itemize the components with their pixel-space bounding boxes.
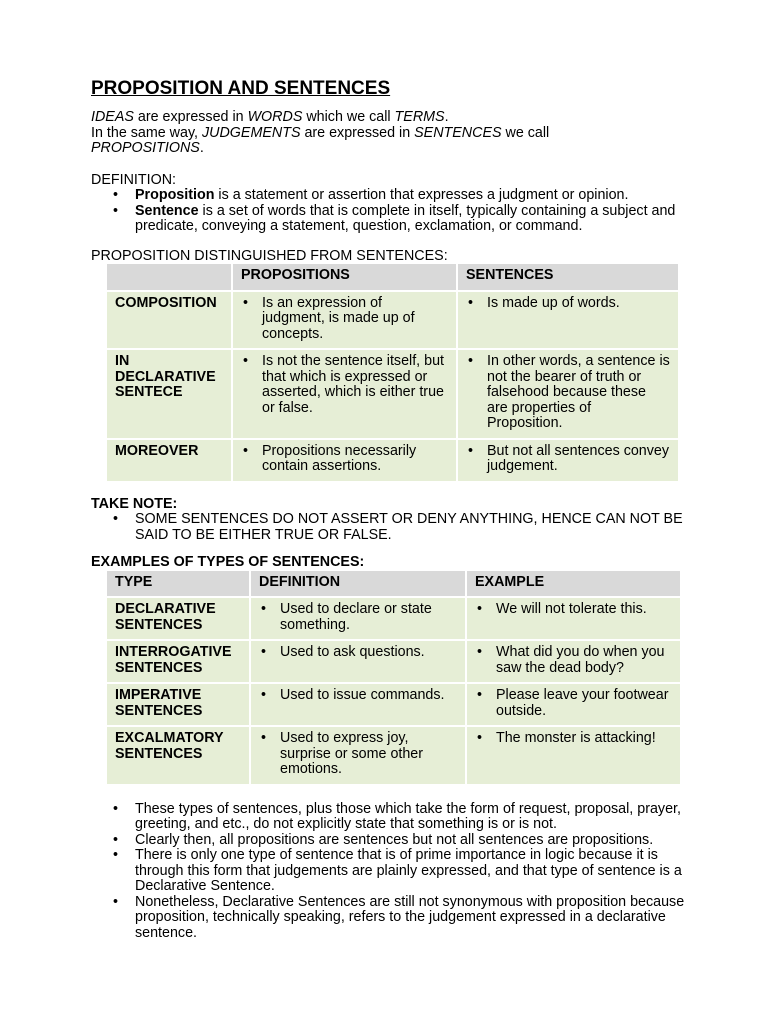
table-cell [467, 641, 682, 684]
list-item [91, 833, 691, 849]
table-cell [233, 292, 458, 351]
definition-heading: DEFINITION: [91, 171, 176, 188]
table-cell [458, 440, 680, 483]
table-cell [251, 641, 467, 684]
list-item-text: These types of sentences, plus those which take the form of request, proposal, prayer, greeting, and etc., do not explicitly state that something is or is not. [135, 800, 681, 832]
table-header-cell: EXAMPLE [467, 571, 682, 599]
table-row [107, 641, 682, 684]
intro-text: are expressed in [300, 124, 415, 141]
distinguished-table [107, 264, 680, 483]
table-header-row [107, 571, 682, 599]
table-header-cell [107, 264, 233, 292]
bullet-icon: • [468, 294, 474, 311]
definition-text: is a statement or assertion that expresses a judgment or opinion. [214, 187, 629, 203]
bullet-icon: • [477, 730, 483, 746]
intro-line-3 [91, 141, 691, 157]
document-page [91, 78, 691, 941]
intro-words: WORDS [247, 109, 303, 125]
cell-text: Used to declare or state something. [280, 601, 432, 633]
list-item [91, 895, 691, 942]
intro-text: which we call [302, 109, 395, 125]
intro-text: . [444, 109, 449, 125]
list-item [91, 848, 691, 895]
bullet-icon: • [113, 847, 119, 863]
bullet-icon: • [113, 800, 119, 817]
cell-text: Used to ask questions. [280, 644, 425, 660]
table-cell [458, 292, 680, 351]
bullet-icon: • [243, 353, 249, 369]
intro-text: In the same way, [91, 124, 202, 141]
bullet-icon: • [113, 511, 119, 527]
bullet-icon: • [113, 831, 119, 848]
bullet-icon: • [243, 294, 249, 311]
table-cell [233, 440, 458, 483]
row-label: IMPERATIVE SENTENCES [107, 684, 251, 727]
examples-heading: EXAMPLES OF TYPES OF SENTENCES: [91, 554, 365, 570]
bullet-icon: • [261, 687, 267, 703]
bullet-icon: • [468, 442, 474, 459]
intro-line-1 [91, 110, 691, 126]
table-cell [467, 727, 682, 786]
bullet-icon: • [261, 730, 267, 746]
intro-text: . [199, 140, 204, 156]
cell-text: What did you do when you saw the dead body? [496, 644, 665, 676]
table-cell [251, 727, 467, 786]
bullet-icon: • [113, 893, 119, 910]
definition-list [91, 188, 691, 235]
bullet-icon: • [261, 644, 267, 660]
list-item [91, 512, 691, 543]
row-label: IN DECLARATIVE SENTECE [107, 350, 233, 440]
intro-propositions: PROPOSITIONS [91, 140, 200, 156]
table-header-cell: DEFINITION [251, 571, 467, 599]
bullet-icon: • [261, 601, 267, 617]
bullet-icon: • [477, 601, 483, 617]
cell-text: Is made up of words. [487, 294, 620, 311]
row-label: INTERROGATIVE SENTENCES [107, 641, 251, 684]
table-header-cell: TYPE [107, 571, 251, 599]
table-header-cell: PROPOSITIONS [233, 264, 458, 292]
cell-text: But not all sentences convey judgement. [487, 442, 669, 474]
definition-term: Sentence [135, 202, 199, 219]
list-item-text: Clearly then, all propositions are sentences but not all sentences are propositions. [135, 831, 654, 848]
take-note-heading: TAKE NOTE: [91, 495, 178, 512]
bullet-icon: • [243, 442, 249, 459]
page-title: PROPOSITION AND SENTENCES [91, 78, 391, 99]
table-row [107, 292, 680, 351]
row-label: DECLARATIVE SENTENCES [107, 598, 251, 641]
cell-text: The monster is attacking! [496, 730, 656, 746]
distinguished-heading: PROPOSITION DISTINGUISHED FROM SENTENCES: [91, 247, 448, 264]
list-item-text: SOME SENTENCES DO NOT ASSERT OR DENY ANYTHING, HENCE CAN NOT BE SAID TO BE EITHER TRUE OR FALSE. [135, 511, 683, 543]
intro-judgements: JUDGEMENTS [201, 124, 301, 141]
intro-ideas: IDEAS [91, 109, 134, 125]
definition-text: is a set of words that is complete in itself, typically containing a subject and predicate, conveying a statement, question, exclamation, or command. [135, 202, 676, 234]
closing-list [91, 802, 691, 942]
list-item [91, 802, 691, 833]
intro-line-2 [91, 126, 691, 142]
table-header-row [107, 264, 680, 292]
list-item-text: Nonetheless, Declarative Sentences are still not synonymous with proposition because proposition, technically speaking, refers to the judgement expressed in a declarative sentence. [135, 893, 685, 941]
cell-text: Propositions necessarily contain assertions. [262, 442, 417, 474]
table-row [107, 727, 682, 786]
bullet-icon: • [477, 644, 483, 660]
table-row [107, 350, 680, 440]
bullet-icon: • [468, 353, 474, 369]
bullet-icon: • [113, 187, 119, 203]
cell-text: We will not tolerate this. [496, 601, 647, 617]
row-label: MOREOVER [107, 440, 233, 483]
row-label: EXCALMATORY SENTENCES [107, 727, 251, 786]
table-cell [251, 598, 467, 641]
table-cell [233, 350, 458, 440]
intro-terms: TERMS [394, 109, 445, 125]
intro-sentences: SENTENCES [414, 124, 502, 141]
bullet-icon: • [113, 202, 119, 219]
intro-text: we call [501, 124, 550, 141]
bullet-icon: • [477, 687, 483, 703]
table-cell [467, 598, 682, 641]
definition-term: Proposition [135, 187, 215, 203]
table-cell [458, 350, 680, 440]
cell-text: In other words, a sentence is not the bearer of truth or falsehood because these are properties of Proposition. [487, 353, 670, 431]
definition-item-proposition [91, 188, 691, 204]
definition-item-sentence [91, 204, 691, 235]
intro-text: are expressed in [133, 109, 248, 125]
table-cell [467, 684, 682, 727]
examples-table [107, 571, 682, 786]
row-label: COMPOSITION [107, 292, 233, 351]
table-row [107, 440, 680, 483]
cell-text: Is not the sentence itself, but that which is expressed or asserted, which is either true or false. [262, 353, 444, 416]
cell-text: Is an expression of judgment, is made up of concepts. [262, 294, 415, 342]
cell-text: Used to express joy, surprise or some other emotions. [280, 730, 424, 777]
list-item-text: There is only one type of sentence that is of prime importance in logic because it is through this form that judgements are plainly expressed, and that type of sentence is a Declarative Sentence. [135, 847, 682, 894]
table-row [107, 598, 682, 641]
cell-text: Used to issue commands. [280, 687, 445, 703]
table-cell [251, 684, 467, 727]
table-row [107, 684, 682, 727]
cell-text: Please leave your footwear outside. [496, 687, 669, 719]
take-note-list [91, 512, 691, 543]
table-header-cell: SENTENCES [458, 264, 680, 292]
